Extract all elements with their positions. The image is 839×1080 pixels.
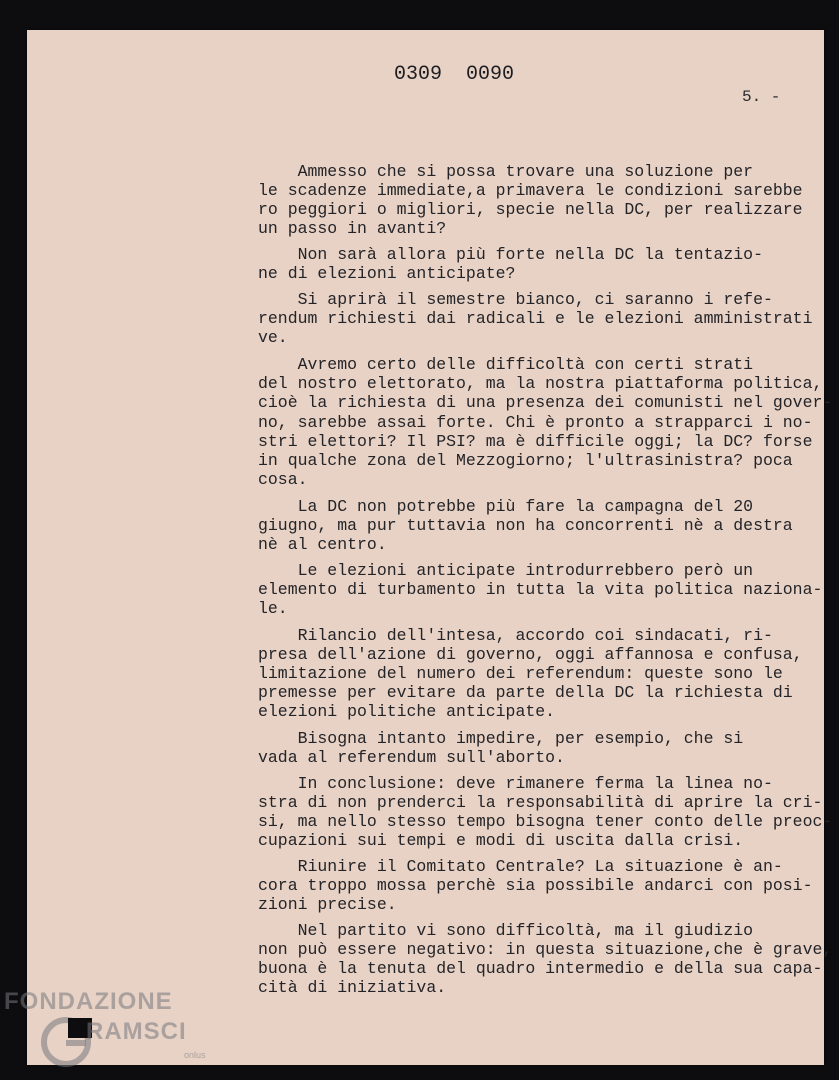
text-line: un passo in avanti? xyxy=(258,219,447,238)
text-line: stri elettori? Il PSI? ma è difficile oggi; la DC? forse xyxy=(258,432,813,451)
text-line: In conclusione: deve rimanere ferma la linea no- xyxy=(258,774,773,793)
text-line: giugno, ma pur tuttavia non ha concorrenti nè a destra xyxy=(258,516,793,535)
text-line: Ammesso che si possa trovare una soluzione per xyxy=(258,162,754,181)
text-line: Rilancio dell'intesa, accordo coi sindacati, ri- xyxy=(258,626,773,645)
text-line: Riunire il Comitato Centrale? La situazione è an- xyxy=(258,857,783,876)
document-number: 0309 0090 xyxy=(394,63,515,86)
text-line: stra di non prenderci la responsabilità di aprire la cri- xyxy=(258,793,823,812)
text-line: in qualche zona del Mezzogiorno; l'ultrasinistra? poca xyxy=(258,451,793,470)
text-line: Non sarà allora più forte nella DC la tentazio- xyxy=(258,245,763,264)
watermark-subtitle: onlus xyxy=(184,1050,206,1060)
text-line: vada al referendum sull'aborto. xyxy=(258,748,565,767)
text-line: limitazione del numero dei referendum: queste sono le xyxy=(258,664,783,683)
text-line: cosa. xyxy=(258,470,308,489)
text-line: le scadenze immediate,a primavera le condizioni sarebbe xyxy=(258,181,803,200)
text-line: ro peggiori o migliori, specie nella DC, per realizzare xyxy=(258,200,803,219)
watermark-line2: RAMSCI xyxy=(86,1018,187,1045)
text-line: cupazioni sui tempi e modi di uscita dalla crisi. xyxy=(258,831,744,850)
text-line: cora troppo mossa perchè sia possibile andarci con posi- xyxy=(258,876,813,895)
text-line: zioni precise. xyxy=(258,895,397,914)
text-line: Si aprirà il semestre bianco, ci saranno i refe- xyxy=(258,290,773,309)
text-line: ne di elezioni anticipate? xyxy=(258,264,516,283)
text-line: Avremo certo delle difficoltà con certi strati xyxy=(258,355,754,374)
text-line: non può essere negativo: in questa situazione,che è grave, xyxy=(258,940,833,959)
text-line: presa dell'azione di governo, oggi affannosa e confusa, xyxy=(258,645,803,664)
text-line: Bisogna intanto impedire, per esempio, che si xyxy=(258,729,744,748)
page-number: 5. - xyxy=(742,88,781,106)
text-line: rendum richiesti dai radicali e le elezioni amministrati xyxy=(258,309,813,328)
text-line: La DC non potrebbe più fare la campagna del 20 xyxy=(258,497,754,516)
text-line: Nel partito vi sono difficoltà, ma il giudizio xyxy=(258,921,754,940)
gramsci-g-logo-icon xyxy=(40,1016,92,1068)
text-line: le. xyxy=(258,599,288,618)
text-line: cioè la richiesta di una presenza dei comunisti nel gover- xyxy=(258,393,833,412)
text-line: elemento di turbamento in tutta la vita politica naziona- xyxy=(258,580,823,599)
text-line: del nostro elettorato, ma la nostra piattaforma politica, xyxy=(258,374,823,393)
text-line: si, ma nello stesso tempo bisogna tener conto delle preoc- xyxy=(258,812,833,831)
text-line: nè al centro. xyxy=(258,535,387,554)
text-line: premesse per evitare da parte della DC la richiesta di xyxy=(258,683,793,702)
text-line: cità di iniziativa. xyxy=(258,978,447,997)
text-line: buona è la tenuta del quadro intermedio e della sua capa- xyxy=(258,959,823,978)
text-line: no, sarebbe assai forte. Chi è pronto a strapparci i no- xyxy=(258,413,813,432)
watermark-line1: FONDAZIONE xyxy=(4,988,173,1015)
text-line: Le elezioni anticipate introdurrebbero però un xyxy=(258,561,754,580)
text-line: ve. xyxy=(258,328,288,347)
text-line: elezioni politiche anticipate. xyxy=(258,702,556,721)
